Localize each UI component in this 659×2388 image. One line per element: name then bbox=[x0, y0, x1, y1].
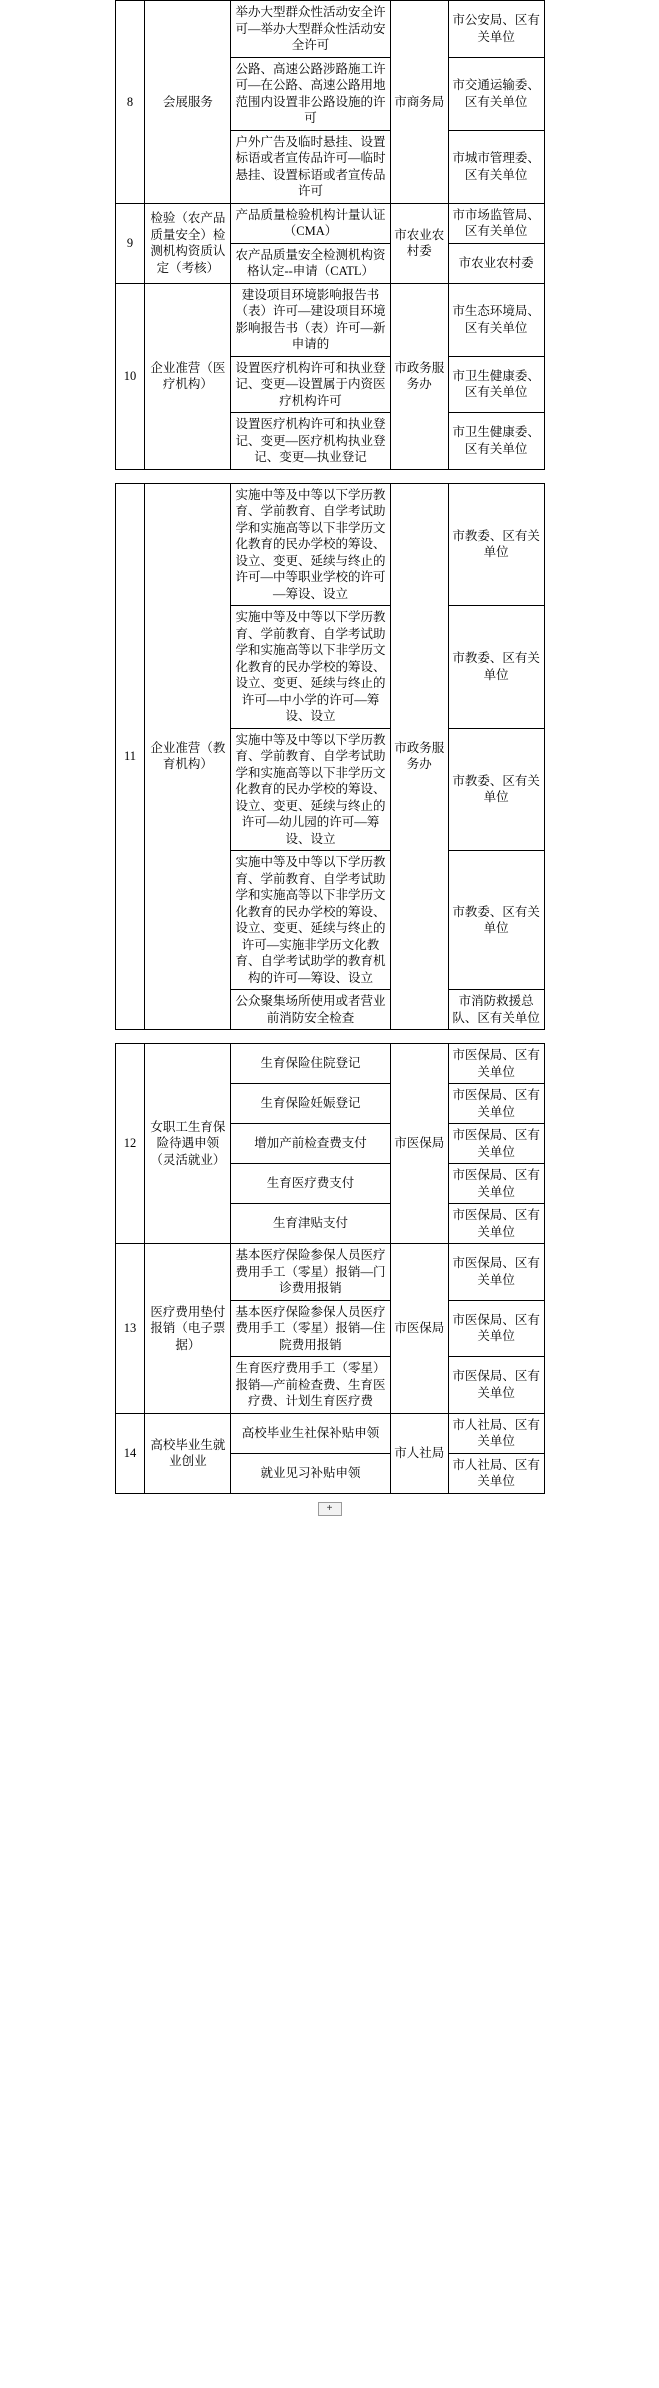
table-row bbox=[115, 283, 544, 356]
cell-resp: 市教委、区有关单位 bbox=[448, 851, 544, 990]
cell-no: 13 bbox=[115, 1244, 145, 1414]
cell-no: 9 bbox=[115, 203, 145, 283]
cell-name: 会展服务 bbox=[145, 1, 231, 204]
cell-resp: 市医保局、区有关单位 bbox=[448, 1124, 544, 1164]
cell-item: 生育医疗费支付 bbox=[231, 1164, 391, 1204]
cell-resp: 市农业农村委 bbox=[448, 243, 544, 283]
cell-item: 实施中等及中等以下学历教育、学前教育、自学考试助学和实施高等以下非学历文化教育的民办学校的筹设、设立、变更、延续与终止的许可—中等职业学校的许可—筹设、设立 bbox=[231, 483, 391, 606]
cell-item: 举办大型群众性活动安全许可—举办大型群众性活动安全许可 bbox=[231, 1, 391, 58]
table-row bbox=[115, 1413, 544, 1453]
cell-item: 实施中等及中等以下学历教育、学前教育、自学考试助学和实施高等以下非学历文化教育的民办学校的筹设、设立、变更、延续与终止的许可—幼儿园的许可—筹设、设立 bbox=[231, 728, 391, 851]
cell-item: 建设项目环境影响报告书（表）许可—建设项目环境影响报告书（表）许可—新申请的 bbox=[231, 283, 391, 356]
cell-no: 8 bbox=[115, 1, 145, 204]
cell-resp: 市卫生健康委、区有关单位 bbox=[448, 413, 544, 470]
cell-resp: 市教委、区有关单位 bbox=[448, 606, 544, 729]
cell-item: 基本医疗保险参保人员医疗费用手工（零星）报销—门诊费用报销 bbox=[231, 1244, 391, 1301]
cell-name: 检验（农产品质量安全）检测机构资质认定（考核） bbox=[145, 203, 231, 283]
cell-item: 生育津贴支付 bbox=[231, 1204, 391, 1244]
table-row bbox=[115, 203, 544, 243]
cell-dept: 市人社局 bbox=[390, 1413, 448, 1493]
cell-resp: 市市场监管局、区有关单位 bbox=[448, 203, 544, 243]
cell-item: 设置医疗机构许可和执业登记、变更—设置属于内资医疗机构许可 bbox=[231, 356, 391, 413]
cell-resp: 市卫生健康委、区有关单位 bbox=[448, 356, 544, 413]
page-break-gap-2 bbox=[0, 1030, 659, 1043]
add-row-control[interactable] bbox=[0, 1494, 659, 1522]
services-table-part-2 bbox=[115, 483, 545, 1031]
cell-item: 实施中等及中等以下学历教育、学前教育、自学考试助学和实施高等以下非学历文化教育的民办学校的筹设、设立、变更、延续与终止的许可—中小学的许可—筹设、设立 bbox=[231, 606, 391, 729]
table-row bbox=[115, 483, 544, 606]
services-table-part-1 bbox=[115, 0, 545, 470]
cell-dept: 市商务局 bbox=[390, 1, 448, 204]
cell-name: 企业准营（医疗机构） bbox=[145, 283, 231, 469]
cell-resp: 市医保局、区有关单位 bbox=[448, 1204, 544, 1244]
plus-icon[interactable]: + bbox=[318, 1502, 342, 1516]
table-row bbox=[115, 1044, 544, 1084]
cell-item: 增加产前检查费支付 bbox=[231, 1124, 391, 1164]
cell-dept: 市农业农村委 bbox=[390, 203, 448, 283]
cell-item: 生育保险住院登记 bbox=[231, 1044, 391, 1084]
cell-name: 医疗费用垫付报销（电子票据） bbox=[145, 1244, 231, 1414]
cell-resp: 市人社局、区有关单位 bbox=[448, 1453, 544, 1493]
cell-item: 农产品质量安全检测机构资格认定--申请（CATL） bbox=[231, 243, 391, 283]
cell-resp: 市交通运输委、区有关单位 bbox=[448, 57, 544, 130]
cell-resp: 市公安局、区有关单位 bbox=[448, 1, 544, 58]
cell-resp: 市教委、区有关单位 bbox=[448, 483, 544, 606]
cell-item: 实施中等及中等以下学历教育、学前教育、自学考试助学和实施高等以下非学历文化教育的民办学校的筹设、设立、变更、延续与终止的许可—实施非学历文化教育、自学考试助学的教育机构的许可—筹设、设立 bbox=[231, 851, 391, 990]
services-table-part-3 bbox=[115, 1043, 545, 1494]
cell-resp: 市教委、区有关单位 bbox=[448, 728, 544, 851]
cell-item: 设置医疗机构许可和执业登记、变更—医疗机构执业登记、变更—执业登记 bbox=[231, 413, 391, 470]
cell-item: 就业见习补贴申领 bbox=[231, 1453, 391, 1493]
cell-resp: 市医保局、区有关单位 bbox=[448, 1300, 544, 1357]
cell-item: 基本医疗保险参保人员医疗费用手工（零星）报销—住院费用报销 bbox=[231, 1300, 391, 1357]
cell-item: 公众聚集场所使用或者营业前消防安全检查 bbox=[231, 990, 391, 1030]
table-block-3 bbox=[115, 1043, 545, 1494]
cell-no: 10 bbox=[115, 283, 145, 469]
cell-name: 企业准营（教育机构） bbox=[145, 483, 231, 1030]
cell-resp: 市医保局、区有关单位 bbox=[448, 1044, 544, 1084]
cell-item: 产品质量检验机构计量认证（CMA） bbox=[231, 203, 391, 243]
cell-name: 高校毕业生就业创业 bbox=[145, 1413, 231, 1493]
cell-item: 户外广告及临时悬挂、设置标语或者宣传品许可—临时悬挂、设置标语或者宣传品许可 bbox=[231, 130, 391, 203]
cell-dept: 市医保局 bbox=[390, 1044, 448, 1244]
cell-dept: 市医保局 bbox=[390, 1244, 448, 1414]
cell-resp: 市人社局、区有关单位 bbox=[448, 1413, 544, 1453]
cell-resp: 市生态环境局、区有关单位 bbox=[448, 283, 544, 356]
cell-item: 生育医疗费用手工（零星）报销—产前检查费、生育医疗费、计划生育医疗费 bbox=[231, 1357, 391, 1414]
cell-resp: 市医保局、区有关单位 bbox=[448, 1357, 544, 1414]
cell-dept: 市政务服务办 bbox=[390, 283, 448, 469]
cell-no: 14 bbox=[115, 1413, 145, 1493]
table-block-1 bbox=[115, 0, 545, 470]
table-block-2 bbox=[115, 483, 545, 1031]
table-row bbox=[115, 1244, 544, 1301]
cell-item: 高校毕业生社保补贴申领 bbox=[231, 1413, 391, 1453]
cell-resp: 市医保局、区有关单位 bbox=[448, 1084, 544, 1124]
cell-resp: 市消防救援总队、区有关单位 bbox=[448, 990, 544, 1030]
page-break-gap-1 bbox=[0, 470, 659, 483]
cell-no: 12 bbox=[115, 1044, 145, 1244]
cell-item: 生育保险妊娠登记 bbox=[231, 1084, 391, 1124]
cell-resp: 市医保局、区有关单位 bbox=[448, 1164, 544, 1204]
cell-item: 公路、高速公路涉路施工许可—在公路、高速公路用地范围内设置非公路设施的许可 bbox=[231, 57, 391, 130]
cell-name: 女职工生育保险待遇申领（灵活就业） bbox=[145, 1044, 231, 1244]
cell-resp: 市城市管理委、区有关单位 bbox=[448, 130, 544, 203]
table-row bbox=[115, 1, 544, 58]
cell-dept: 市政务服务办 bbox=[390, 483, 448, 1030]
cell-resp: 市医保局、区有关单位 bbox=[448, 1244, 544, 1301]
cell-no: 11 bbox=[115, 483, 145, 1030]
